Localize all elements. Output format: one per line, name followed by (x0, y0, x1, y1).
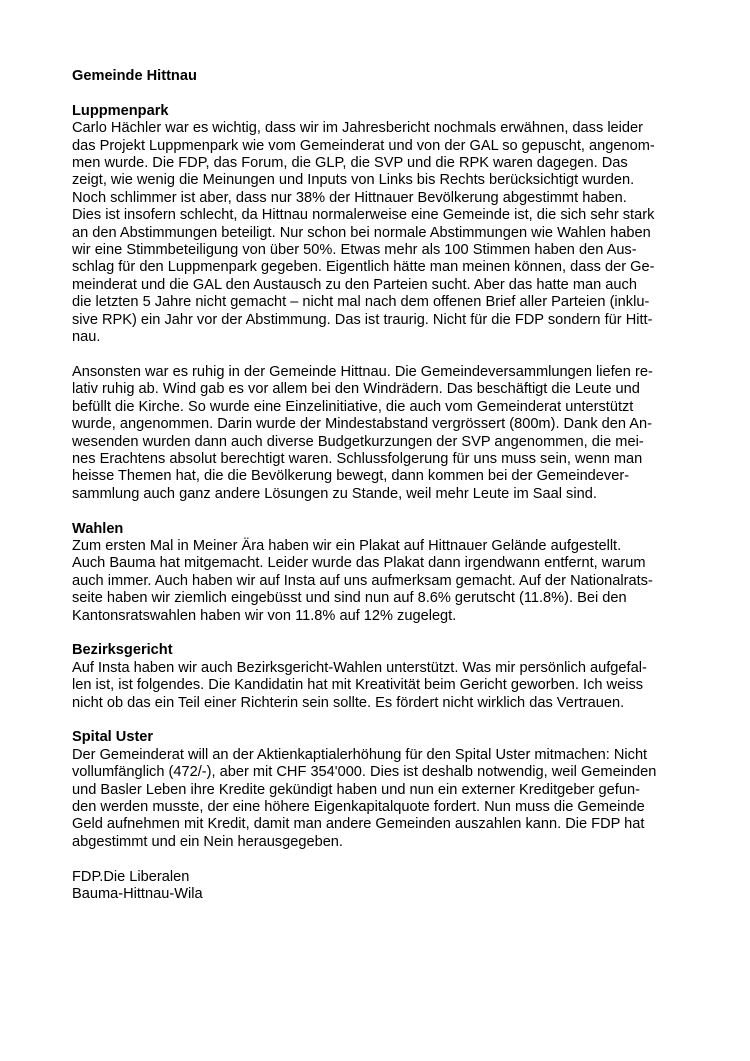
text-line: Geld aufnehmen mit Kredit, damit man andere Gemeinden auszahlen kann. Die FDP hat (72, 816, 645, 833)
text-line: die letzten 5 Jahre nicht gemacht – nicht mal nach dem offenen Brief aller Parteien (inklu- (72, 294, 650, 311)
footer-line: FDP.Die Liberalen (72, 868, 190, 885)
document-body (72, 103, 692, 851)
document-page (72, 68, 692, 903)
section-heading: Wahlen (72, 520, 124, 537)
text-line: und Basler Leben ihre Kredite gekündigt haben und nun ein externer Kreditgeber gefun- (72, 781, 640, 798)
section-heading: Bezirksgericht (72, 642, 173, 659)
paragraph (72, 660, 692, 712)
paragraph (72, 538, 692, 625)
text-line: Zum ersten Mal in Meiner Ära haben wir ein Plakat auf Hittnauer Gelände aufgestellt. (72, 537, 622, 554)
text-line: heisse Themen hat, die die Bevölkerung bewegt, dann kommen bei der Gemeindever- (72, 468, 630, 485)
text-line: wir eine Stimmbeteiligung von über 50%. Etwas mehr als 100 Stimmen haben den Aus- (72, 242, 637, 259)
text-line: wurde, angenommen. Darin wurde der Mindestabstand vergrössert (800m). Dank den An- (72, 416, 652, 433)
text-line: den werden musste, der eine höhere Eigenkapitalquote fordert. Nun muss die Gemeinde (72, 798, 645, 815)
text-line: len ist, ist folgendes. Die Kandidatin hat mit Kreativität beim Gericht geworben. Ich weiss (72, 677, 644, 694)
text-line: Kantonsratswahlen haben wir von 11.8% auf 12% zugelegt. (72, 607, 457, 624)
text-line: wesenden wurden dann auch diverse Budgetkurzungen der SVP angenommen, die mei- (72, 433, 644, 450)
text-line: zeigt, wie wenig die Meinungen und Inputs von Links bis Rechts berücksichtigt wurden. (72, 172, 635, 189)
section-heading: Spital Uster (72, 729, 154, 746)
paragraph (72, 364, 692, 503)
text-line: Der Gemeinderat will an der Aktienkaptialerhöhung für den Spital Uster mitmachen: Nicht (72, 746, 648, 763)
text-line: Ansonsten war es ruhig in der Gemeinde Hittnau. Die Gemeindeversammlungen liefen re- (72, 363, 653, 380)
text-line: nau. (72, 329, 101, 346)
text-line: Auf Insta haben wir auch Bezirksgericht-Wahlen unterstützt. Was mir persönlich aufgefal- (72, 659, 647, 676)
text-line: Auch Bauma hat mitgemacht. Leider wurde das Plakat dann irgendwann entfernt, warum (72, 555, 646, 572)
text-line: Noch schlimmer ist aber, dass nur 38% der Hittnauer Bevölkerung abgestimmt haben. (72, 189, 627, 206)
section-luppmenpark (72, 103, 692, 503)
text-line: befüllt die Kirche. So wurde eine Einzelinitiative, die auch vom Gemeinderat unterstützt (72, 398, 634, 415)
document-title: Gemeinde Hittnau (72, 68, 197, 84)
text-line: men wurde. Die FDP, das Forum, die GLP, die SVP und die RPK waren dagegen. Das (72, 155, 628, 172)
text-line: an den Abstimmungen beteiligt. Nur schon bei normale Abstimmungen wie Wahlen haben (72, 224, 651, 241)
section-heading: Luppmenpark (72, 102, 169, 119)
text-line: meinderat und die GAL den Austausch zu den Parteien sucht. Aber das hatte man auch (72, 276, 637, 293)
text-line: Dies ist insofern schlecht, da Hittnau normalerweise eine Gemeinde ist, die sich sehr stark (72, 207, 655, 224)
section-bezirksgericht (72, 642, 692, 712)
text-line: seite haben wir ziemlich eingebüsst und sind nun auf 8.6% gerutscht (11.8%). Bei den (72, 590, 627, 607)
text-line: nes Erachtens absolut berechtigt waren. Schlussfolgerung für uns muss sein, wenn man (72, 450, 643, 467)
document-footer (72, 869, 692, 904)
text-line: sive RPK) ein Jahr vor der Abstimmung. Das ist traurig. Nicht für die FDP sondern für Hitt- (72, 311, 653, 328)
section-spital-uster (72, 729, 692, 851)
paragraph (72, 120, 692, 346)
text-line: das Projekt Luppmenpark wie vom Gemeinderat und von der GAL so gepuscht, angenom- (72, 137, 655, 154)
footer-line: Bauma-Hittnau-Wila (72, 886, 203, 902)
section-wahlen (72, 521, 692, 625)
text-line: auch immer. Auch haben wir auf Insta auf uns aufmerksam gemacht. Auf der Nationalrats- (72, 572, 653, 589)
text-line: Carlo Hächler war es wichtig, dass wir im Jahresbericht nochmals erwähnen, dass leider (72, 120, 644, 137)
text-line: abgestimmt und ein Nein herausgegeben. (72, 833, 343, 850)
text-line: nicht ob das ein Teil einer Richterin sein sollte. Es fördert nicht wirklich das Vertrauen. (72, 694, 625, 711)
text-line: sammlung auch ganz andere Lösungen zu Stande, weil mehr Leute im Saal sind. (72, 485, 597, 502)
text-line: schlag für den Luppmenpark gegeben. Eigentlich hätte man meinen können, dass der Ge- (72, 259, 655, 276)
text-line: vollumfänglich (472/-), aber mit CHF 354'000. Dies ist deshalb notwendig, weil Gemeinden (72, 764, 657, 781)
text-line: lativ ruhig ab. Wind gab es vor allem bei den Windrädern. Das beschäftigt die Leute und (72, 381, 640, 398)
paragraph (72, 747, 692, 851)
